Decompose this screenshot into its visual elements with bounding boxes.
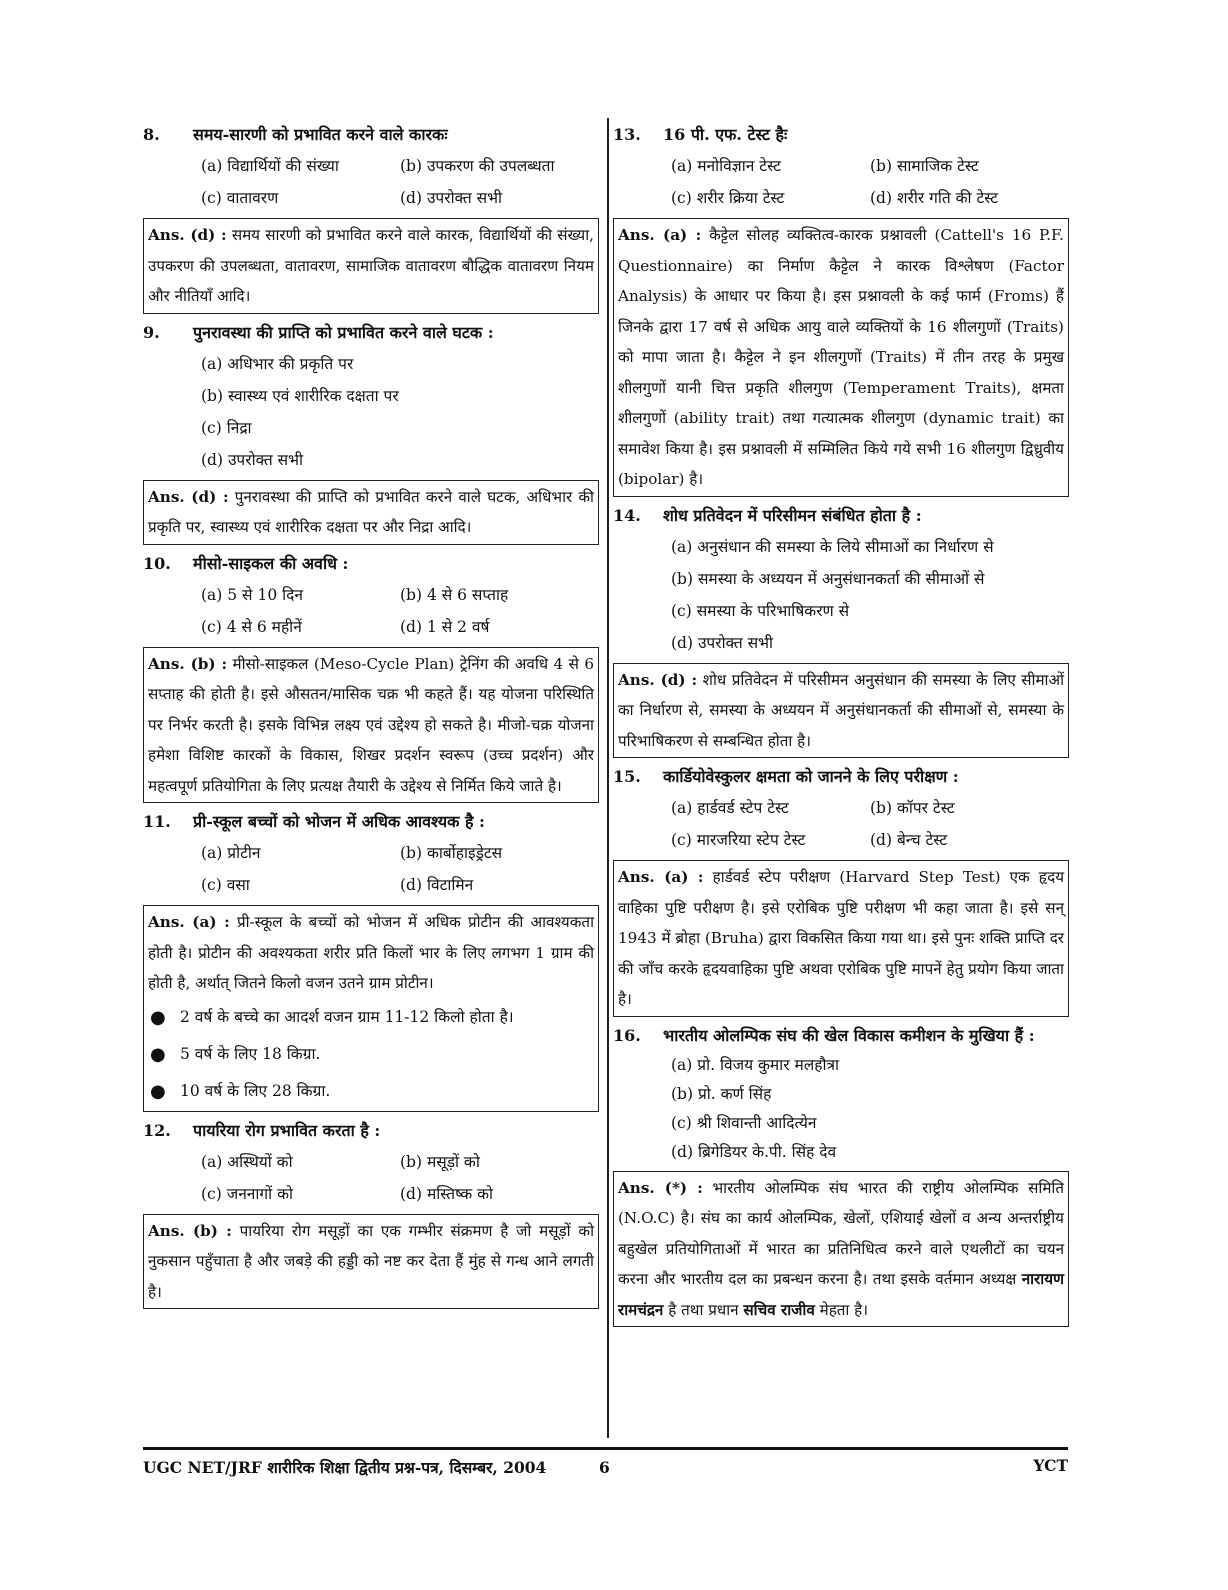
- question-number: 14.: [613, 505, 641, 525]
- question-number: 10.: [143, 553, 171, 573]
- footer-publisher: YCT: [1033, 1456, 1068, 1475]
- bullet-icon: ●: [150, 1080, 166, 1102]
- bullet-text: 2 वर्ष के बच्चे का आदर्श वजन ग्राम 11-12 किलो होता है।: [180, 1007, 514, 1026]
- answer-text: कैट्टेल सोलह व्यक्तित्व-कारक प्रश्नावली (Cattell's 16 P.F. Questionnaire) का निर्माण कैट्टेल ने कारक विश्लेषण (Factor Analysis) के आधार पर किया है। इस प्रश्नावली के कई फार्म (Froms) हैं जिनके द्वारा 17 वर्ष से अधिक आयु वाले व्यक्तियों के 16 शीलगुणों (Traits) को मापा जाता है। कैट्टेल ने इन शीलगुणों (Traits) में तीन तरह के प्रमुख शीलगुणों यानी चित्त प्रकृति शीलगुण (Temperament Traits), क्षमता शीलगुणों (ability trait) तथा गत्यात्मक शीलगुण (dynamic trait) का समावेश किया है। इस प्रश्नावली में सम्मिलित किये गये सभी 16 शीलगुण द्विध्रुवीय (bipolar) है।: [618, 226, 1065, 488]
- option-b: (b) समस्या के अध्ययन में अनुसंधानकर्ता की सीमाओं से: [671, 569, 985, 588]
- question-text: पुनरावस्था की प्राप्ति को प्रभावित करने वाले घटक :: [193, 322, 494, 342]
- question-text: पायरिया रोग प्रभावित करता है :: [193, 1120, 381, 1140]
- question-number: 12.: [143, 1120, 171, 1140]
- option-b: (b) उपकरण की उपलब्धता: [400, 157, 555, 175]
- option-c: (c) श्री शिवान्ती आदित्येन: [671, 1113, 817, 1132]
- answer-text: समय सारणी को प्रभावित करने वाले कारक, विद्यार्थियों की संख्या, उपकरण की उपलब्धता, वातावरण, सामाजिक वातावरण बौद्धिक वातावरण नियम और नीतियाँ आदि।: [148, 226, 594, 305]
- question-number: 13.: [613, 125, 641, 144]
- page-footer: [143, 1447, 1068, 1478]
- footer-title: UGC NET/JRF शारीरिक शिक्षा द्वितीय प्रश्न-पत्र, दिसम्बर, 2004: [143, 1458, 547, 1477]
- question-12: [143, 1116, 599, 1310]
- left-column: [143, 118, 599, 1313]
- option-b: (b) प्रो. कर्ण सिंह: [671, 1084, 772, 1103]
- question-9: [143, 318, 599, 545]
- answer-text: हार्डवर्ड स्टेप परीक्षण (Harvard Step Test) एक हृदय वाहिका पुष्टि परीक्षण है। इसे एरोबिक पुष्टि परीक्षण भी कहा जाता है। इसे सन् 1943 में ब्रोहा (Bruha) द्वारा विकसित किया गया था। इसे पुनः शक्ति प्राप्ति दर की जाँच करके हृदयवाहिका पुष्टि अथवा एरोबिक पुष्टि मापनें हेतु प्रयोग किया जाता है।: [618, 868, 1065, 1008]
- option-d: (d) उपरोक्त सभी: [201, 450, 304, 469]
- option-a: (a) अनुसंधान की समस्या के लिये सीमाओं का निर्धारण से: [671, 537, 994, 556]
- answer-label: Ans. (a) :: [618, 226, 702, 244]
- answer-box: [613, 663, 1069, 759]
- answer-text: मीसो-साइकल (Meso-Cycle Plan) ट्रेनिंग की अवधि 4 से 6 सप्ताह की होती है। इसे औसतन/मासिक चक्र भी कहते हैं। यह योजना परिस्थिति पर निर्भर करती है। इसके विभिन्न लक्ष्य एवं उद्देश्य हो सकते है। मीजो-चक्र योजना हमेशा विशिष्ट कारकों के विकास, शिखर प्रदर्शन स्वरूप (उच्च प्रदर्शन) और महत्वपूर्ण प्रतियोगिता के लिए प्रत्यक्ष तैयारी के उद्देश्य से निर्मित किये जाते है।: [148, 654, 595, 795]
- option-c: (c) निद्रा: [201, 418, 252, 437]
- option-a: (a) 5 से 10 दिन: [201, 585, 303, 604]
- option-b: (b) कार्बोहाइड्रेटस: [400, 844, 503, 862]
- option-d: (d) उपरोक्त सभी: [671, 633, 774, 652]
- answer-box: [143, 647, 599, 804]
- answer-box: [143, 905, 599, 1112]
- question-number: 16.: [613, 1025, 641, 1045]
- option-b: (b) सामाजिक टेस्ट: [870, 157, 979, 175]
- option-a: (a) अस्थियों को: [201, 1152, 293, 1171]
- question-11: [143, 807, 599, 1112]
- right-column: [613, 118, 1069, 1331]
- answer-label: Ans. (b) :: [148, 654, 228, 673]
- option-b: (b) कॉपर टेस्ट: [870, 799, 955, 817]
- answer-box: [143, 218, 599, 314]
- bullet-item: [148, 999, 594, 1036]
- question-text: शोध प्रतिवेदन में परिसीमन संबंधित होता है :: [663, 505, 922, 525]
- answer-label: Ans. (d) :: [618, 670, 698, 689]
- question-number: 8.: [143, 125, 160, 144]
- question-number: 15.: [613, 767, 641, 786]
- option-a: (a) विद्यार्थियों की संख्या: [201, 157, 339, 175]
- answer-text: शोध प्रतिवेदन में परिसीमन अनुसंधान की समस्या के लिए सीमाओं का निर्धारण से, समस्या के अध्ययन में अनुसंधानकर्ता की सीमाओं से, समस्या के परिभाषिकरण से सम्बन्धित होता है।: [618, 670, 1065, 750]
- option-d: (d) मस्तिष्क को: [400, 1184, 494, 1203]
- option-b: (b) मसूड़ों को: [400, 1152, 480, 1171]
- answer-bold-name: सचिव राजीव: [743, 1300, 815, 1319]
- option-d: (d) 1 से 2 वर्ष: [400, 617, 490, 636]
- bullet-icon: ●: [150, 1006, 166, 1028]
- question-13: [613, 120, 1069, 497]
- answer-bold-name: नारायण रामचंद्रन: [618, 1270, 1064, 1319]
- option-c: (c) वसा: [201, 876, 250, 894]
- option-a: (a) अधिभार की प्रकृति पर: [201, 354, 354, 373]
- question-text: 16 पी. एफ. टेस्ट हैः: [663, 125, 788, 144]
- option-a: (a) हार्डवर्ड स्टेप टेस्ट: [671, 799, 789, 817]
- answer-text: प्री-स्कूल के बच्चों को भोजन में अधिक प्रोटीन की आवश्यकता होती है। प्रोटीन की अवश्यकता शरीर प्रति किलों भार के लिए लगभग 1 ग्राम की होती है, अर्थात् जितने किलो वजन उतने ग्राम प्रोटीन।: [148, 913, 594, 992]
- option-c: (c) 4 से 6 महीनें: [201, 617, 302, 636]
- option-b: (b) 4 से 6 सप्ताह: [400, 585, 509, 604]
- question-10: [143, 549, 599, 804]
- answer-box: [613, 218, 1069, 497]
- question-text: कार्डियोवेस्कुलर क्षमता को जानने के लिए परीक्षण :: [663, 767, 959, 786]
- option-c: (c) शरीर क्रिया टेस्ट: [671, 189, 785, 207]
- answer-box: [143, 480, 599, 545]
- option-d: (d) उपरोक्त सभी: [400, 189, 503, 207]
- option-b: (b) स्वास्थ्य एवं शारीरिक दक्षता पर: [201, 386, 399, 405]
- question-text: भारतीय ओलम्पिक संघ की खेल विकास कमीशन के मुखिया हैं :: [663, 1025, 1035, 1045]
- question-number: 11.: [143, 812, 171, 831]
- question-text: मीसो-साइकल की अवधि :: [193, 553, 349, 573]
- option-c: (c) समस्या के परिभाषिकरण से: [671, 601, 850, 620]
- answer-box: [613, 1171, 1069, 1328]
- bullet-item: [148, 1073, 594, 1110]
- answer-label: Ans. (d) :: [148, 487, 229, 506]
- answer-text: भारतीय ओलम्पिक संघ भारत की राष्ट्रीय ओलम्पिक समिति (N.O.C) है। संघ का कार्य ओलम्पिक, खेलों, एशियाई खेलों व अन्य अन्तर्राष्ट्रीय बहुखेल प्रतियोगिताओं में भारत का प्रतिनिधित्व करने वाले एथलीटों का चयन करना और भारतीय दल का प्रबन्धन करना है। तथा इसके वर्तमान अध्यक्ष: [618, 1178, 1064, 1288]
- answer-label: Ans. (b) :: [148, 1221, 232, 1240]
- bullet-text: 5 वर्ष के लिए 18 किग्रा.: [180, 1044, 321, 1063]
- page-number: 6: [599, 1458, 610, 1477]
- bullet-item: [148, 1036, 594, 1073]
- question-16: [613, 1021, 1069, 1328]
- answer-label: Ans. (a) :: [148, 913, 230, 931]
- question-15: [613, 762, 1069, 1017]
- option-a: (a) प्रो. विजय कुमार मलहौत्रा: [671, 1055, 840, 1074]
- bullet-text: 10 वर्ष के लिए 28 किग्रा.: [180, 1081, 331, 1100]
- answer-text: मेहता है।: [819, 1300, 868, 1319]
- answer-text: है तथा प्रधान: [668, 1300, 739, 1319]
- question-14: [613, 501, 1069, 759]
- question-8: [143, 120, 599, 314]
- bullet-icon: ●: [150, 1043, 166, 1065]
- option-d: (d) शरीर गति की टेस्ट: [870, 189, 999, 207]
- answer-text: पुनरावस्था की प्राप्ति को प्रभावित करने वाले घटक, अधिभार की प्रकृति पर, स्वास्थ्य एवं शारीरिक दक्षता पर और निद्रा आदि।: [148, 487, 594, 536]
- question-text: प्री-स्कूल बच्चों को भोजन में अधिक आवश्यक है :: [193, 812, 485, 831]
- question-text: समय-सारणी को प्रभावित करने वाले कारकः: [193, 125, 448, 144]
- answer-text: पायरिया रोग मसूड़ों का एक गम्भीर संक्रमण है जो मसूड़ों को नुकसान पहुँचाता है और जबड़े की हड्डी को नष्ट कर देता हैं मुंह से गन्ध आने लगती है।: [148, 1221, 594, 1301]
- option-a: (a) मनोविज्ञान टेस्ट: [671, 157, 781, 175]
- option-a: (a) प्रोटीन: [201, 844, 261, 862]
- option-d: (d) बेन्च टेस्ट: [870, 831, 948, 849]
- answer-label: Ans. (d) :: [148, 226, 227, 244]
- answer-box: [143, 1214, 599, 1310]
- option-c: (c) वातावरण: [201, 189, 279, 207]
- option-c: (c) मारजरिया स्टेप टेस्ट: [671, 831, 806, 849]
- answer-box: [613, 860, 1069, 1017]
- answer-label: Ans. (a) :: [618, 868, 704, 886]
- option-c: (c) जननागों को: [201, 1184, 294, 1203]
- column-divider: [607, 118, 609, 1438]
- answer-label: Ans. (*) :: [618, 1178, 703, 1197]
- option-d: (d) विटामिन: [400, 876, 474, 894]
- option-d: (d) ब्रिगेडियर के.पी. सिंह देव: [671, 1142, 837, 1161]
- question-number: 9.: [143, 322, 160, 342]
